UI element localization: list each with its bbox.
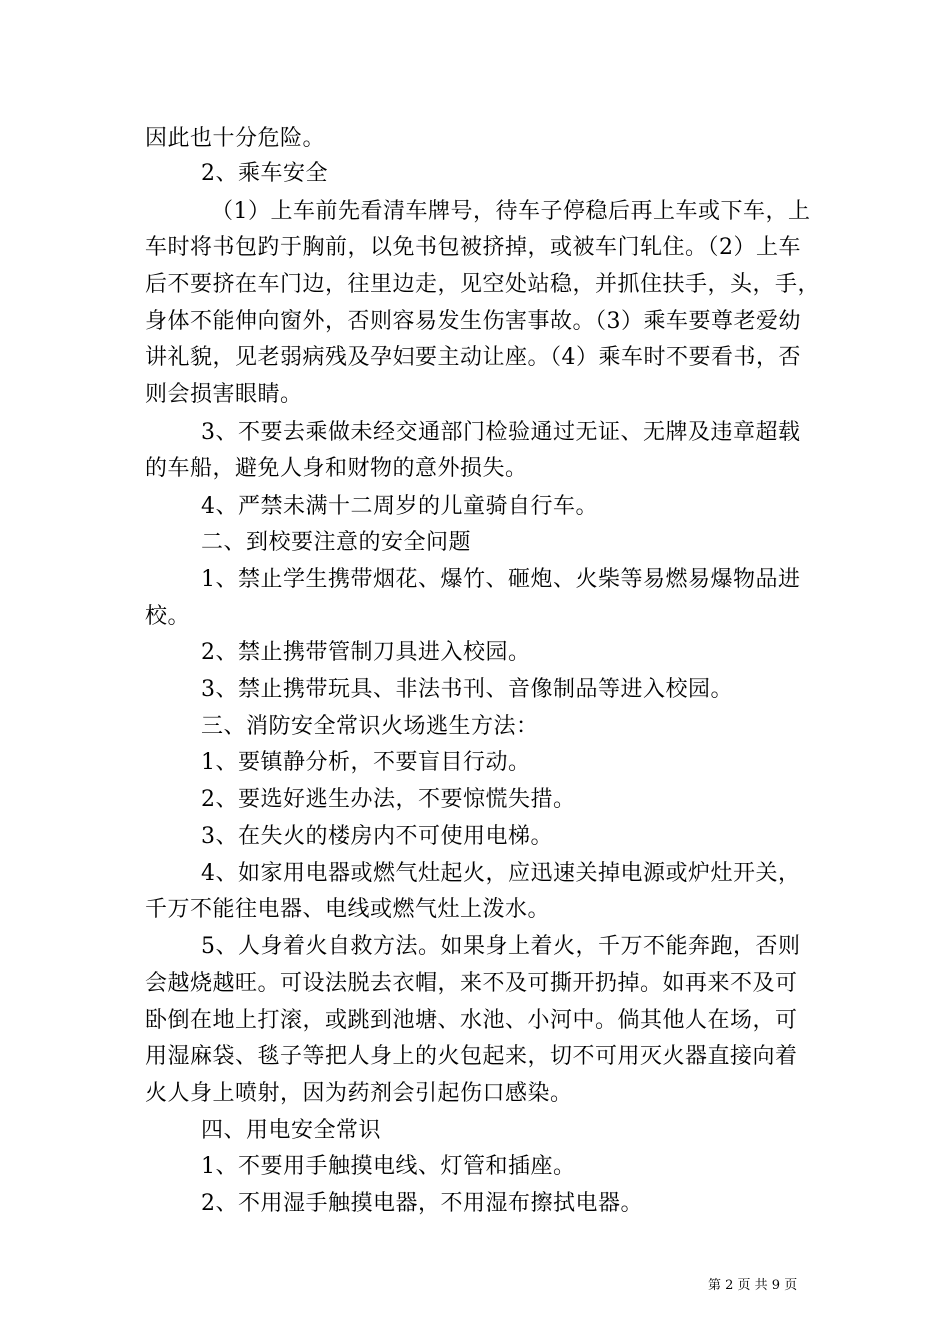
text-line: 3、在失火的楼房内不可使用电梯。 xyxy=(201,824,553,849)
text-line: 卧倒在地上打滚，或跳到池塘、水池、小河中。倘其他人在场，可 xyxy=(145,1008,798,1033)
text-line: 因此也十分危险。 xyxy=(145,126,326,151)
text-line: 4、严禁未满十二周岁的儿童骑自行车。 xyxy=(201,494,598,519)
section-heading: 三、消防安全常识火场逃生方法： xyxy=(201,714,539,739)
section-heading: 四、用电安全常识 xyxy=(201,1118,382,1143)
text-line: 2、禁止携带管制刀具进入校园。 xyxy=(201,640,531,665)
text-line: （1）上车前先看清车牌号，待车子停稳后再上车或下车，上 xyxy=(211,199,811,224)
text-line: 车时将书包趵于胸前，以免书包被挤掉，或被车门轧住。（2）上车 xyxy=(145,235,801,260)
text-line: 校。 xyxy=(145,604,191,629)
text-line: 身体不能伸向窗外，否则容易发生伤害事故。（3）乘车要尊老爱幼 xyxy=(145,309,801,334)
text-line: 用湿麻袋、毯子等把人身上的火包起来，切不可用灭火器直接向着 xyxy=(145,1044,798,1069)
text-line: 1、要镇静分析，不要盲目行动。 xyxy=(201,750,531,775)
text-line: 则会损害眼睛。 xyxy=(145,382,303,407)
page-number-footer: 第 2 页 共 9 页 xyxy=(708,1278,798,1293)
text-line: 火人身上喷射，因为药剂会引起伤口感染。 xyxy=(145,1081,573,1106)
text-line: 1、禁止学生携带烟花、爆竹、砸炮、火柴等易燃易爆物品进 xyxy=(201,567,801,592)
text-line: 2、要选好逃生办法，不要惊慌失措。 xyxy=(201,787,576,812)
text-line: 3、禁止携带玩具、非法书刊、音像制品等进入校园。 xyxy=(201,677,733,702)
text-line: 3、不要去乘做未经交通部门检验通过无证、无牌及违章超载 xyxy=(201,420,801,445)
section-heading: 2、乘车安全 xyxy=(201,161,328,186)
text-line: 千万不能往电器、电线或燃气灶上泼水。 xyxy=(145,897,551,922)
text-line: 5、人身着火自救方法。如果身上着火，千万不能奔跑，否则 xyxy=(201,934,801,959)
text-line: 4、如家用电器或燃气灶起火，应迅速关掉电源或炉灶开关， xyxy=(201,861,801,886)
text-line: 会越烧越旺。可设法脱去衣帽，来不及可撕开扔掉。如再来不及可 xyxy=(145,971,798,996)
text-line: 2、不用湿手触摸电器，不用湿布擦拭电器。 xyxy=(201,1191,643,1216)
text-line: 后不要挤在车门边，往里边走，见空处站稳，并抓住扶手，头，手， xyxy=(145,272,821,297)
text-line: 的车船，避免人身和财物的意外损失。 xyxy=(145,456,528,481)
section-heading: 二、到校要注意的安全问题 xyxy=(201,530,472,555)
text-line: 讲礼貌，见老弱病残及孕妇要主动让座。（4）乘车时不要看书，否 xyxy=(145,345,801,370)
text-line: 1、不要用手触摸电线、灯管和插座。 xyxy=(201,1154,576,1179)
